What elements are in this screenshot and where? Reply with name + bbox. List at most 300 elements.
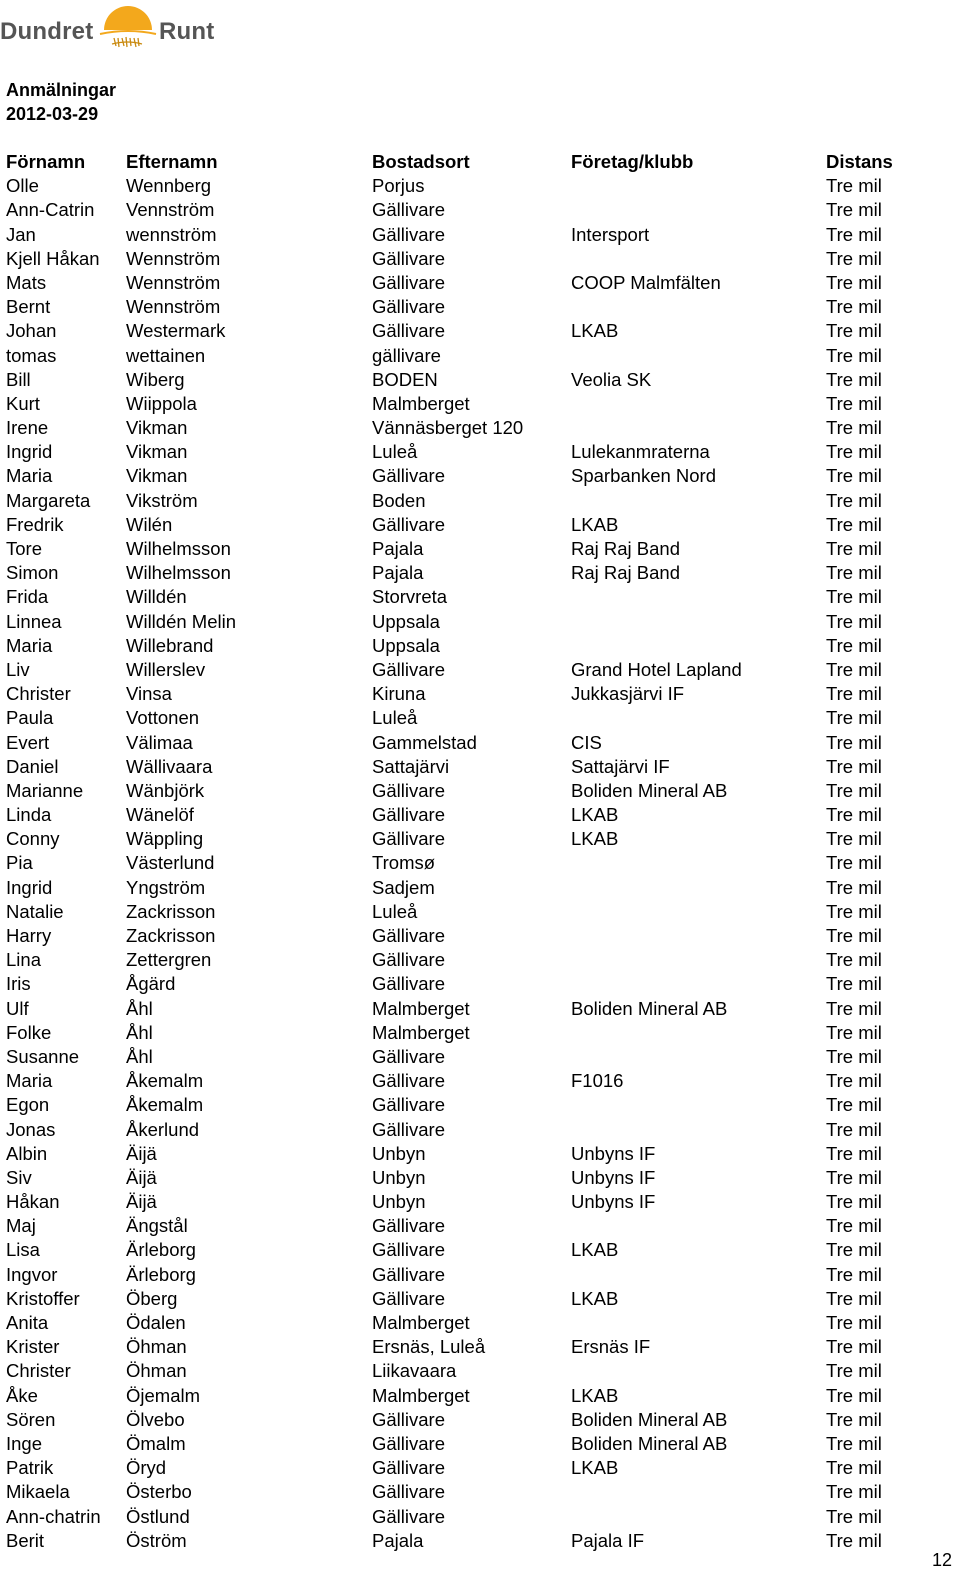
cell-distance: Tre mil [826, 876, 882, 898]
cell-city: Gällivare [372, 465, 445, 487]
table-row [6, 198, 946, 222]
cell-last-name: wennström [126, 223, 217, 245]
header-last-name: Efternamn [126, 151, 218, 172]
cell-last-name: Vikström [126, 489, 198, 511]
cell-distance: Tre mil [826, 562, 882, 584]
cell-last-name: Ärleborg [126, 1239, 196, 1261]
cell-city: Gällivare [372, 1094, 445, 1116]
table-row [6, 1190, 946, 1214]
table-row [6, 368, 946, 392]
cell-city: Gällivare [372, 1215, 445, 1237]
cell-company-club: Sparbanken Nord [571, 465, 717, 487]
cell-city: Gällivare [372, 1505, 445, 1527]
cell-first-name: Margareta [6, 489, 91, 511]
table-row [6, 682, 946, 706]
cell-first-name: Håkan [6, 1191, 60, 1213]
table-row [6, 972, 946, 996]
cell-city: Gällivare [372, 1239, 445, 1261]
cell-distance: Tre mil [826, 223, 882, 245]
cell-first-name: Kjell Håkan [6, 247, 100, 269]
cell-first-name: Ingrid [6, 441, 53, 463]
cell-last-name: Zackrisson [126, 900, 216, 922]
cell-distance: Tre mil [826, 1021, 882, 1043]
cell-city: Malmberget [372, 1384, 470, 1406]
header-city: Bostadsort [372, 151, 470, 172]
cell-city: Gällivare [372, 1263, 445, 1285]
cell-first-name: Folke [6, 1021, 52, 1043]
cell-distance: Tre mil [826, 973, 882, 995]
cell-company-club: Boliden Mineral AB [571, 779, 728, 801]
cell-city: Sadjem [372, 876, 435, 898]
cell-first-name: Olle [6, 175, 39, 197]
cell-distance: Tre mil [826, 392, 882, 414]
cell-distance: Tre mil [826, 368, 882, 390]
logo-right-word: Runt [159, 18, 215, 45]
cell-first-name: Linda [6, 804, 52, 826]
table-row [6, 1045, 946, 1069]
table-row [6, 1456, 946, 1480]
cell-last-name: Vinsa [126, 683, 172, 705]
cell-first-name: Irene [6, 417, 49, 439]
cell-first-name: Jonas [6, 1118, 56, 1140]
cell-distance: Tre mil [826, 755, 882, 777]
cell-first-name: Jan [6, 223, 36, 245]
cell-last-name: Willebrand [126, 634, 214, 656]
cell-city: Gällivare [372, 1118, 445, 1140]
cell-city: Gammelstad [372, 731, 477, 753]
cell-distance: Tre mil [826, 417, 882, 439]
cell-first-name: Evert [6, 731, 50, 753]
cell-distance: Tre mil [826, 1166, 882, 1188]
cell-last-name: Vottonen [126, 707, 200, 729]
cell-last-name: Wennström [126, 247, 221, 269]
cell-distance: Tre mil [826, 1070, 882, 1092]
table-row [6, 464, 946, 488]
cell-first-name: Marianne [6, 779, 84, 801]
table-row [6, 416, 946, 440]
cell-city: Porjus [372, 175, 425, 197]
cell-first-name: Kristoffer [6, 1287, 80, 1309]
cell-company-club: Jukkasjärvi IF [571, 683, 685, 705]
cell-company-club: CIS [571, 731, 602, 753]
table-row [6, 295, 946, 319]
cell-distance: Tre mil [826, 900, 882, 922]
cell-first-name: Mikaela [6, 1481, 70, 1503]
cell-distance: Tre mil [826, 538, 882, 559]
cell-distance: Tre mil [826, 634, 882, 656]
table-row [6, 1335, 946, 1359]
table-row [6, 658, 946, 682]
cell-city: Uppsala [372, 634, 440, 656]
cell-city: Ersnäs, Luleå [372, 1336, 486, 1358]
cell-distance: Tre mil [826, 731, 882, 753]
cell-city: Gällivare [372, 513, 445, 535]
cell-company-club: LKAB [571, 1239, 619, 1261]
cell-last-name: Wällivaara [126, 755, 213, 777]
cell-city: Gällivare [372, 1070, 445, 1092]
cell-last-name: Öberg [126, 1287, 178, 1309]
cell-first-name: Kurt [6, 392, 40, 414]
logo-left-word: Dundret [0, 18, 94, 45]
cell-distance: Tre mil [826, 1457, 882, 1479]
cell-distance: Tre mil [826, 1408, 882, 1430]
cell-first-name: Iris [6, 973, 31, 995]
table-row [6, 779, 946, 803]
cell-distance: Tre mil [826, 1360, 882, 1382]
cell-first-name: Fredrik [6, 513, 64, 535]
cell-first-name: Simon [6, 562, 59, 584]
cell-distance: Tre mil [826, 1481, 882, 1503]
table-row [6, 900, 946, 924]
cell-distance: Tre mil [826, 1312, 882, 1333]
table-row [6, 585, 946, 609]
cell-distance: Tre mil [826, 441, 882, 463]
cell-first-name: Egon [6, 1094, 50, 1116]
cell-company-club: LKAB [571, 513, 619, 535]
cell-distance: Tre mil [826, 804, 882, 826]
cell-first-name: Maria [6, 465, 53, 487]
cell-first-name: Susanne [6, 1045, 80, 1067]
cell-last-name: Äijä [126, 1166, 157, 1188]
cell-company-club: Lulekanmraterna [571, 441, 710, 463]
table-row [6, 803, 946, 827]
cell-last-name: Wäppling [126, 828, 204, 850]
table-row [6, 731, 946, 755]
cell-distance: Tre mil [826, 465, 882, 487]
cell-city: Luleå [372, 707, 418, 729]
table-row [6, 1311, 946, 1335]
cell-last-name: Vikman [126, 441, 188, 463]
cell-distance: Tre mil [826, 779, 882, 801]
cell-first-name: Albin [6, 1142, 48, 1164]
cell-company-club: Pajala IF [571, 1529, 645, 1551]
cell-last-name: Wänelöf [126, 804, 194, 826]
table-row [6, 537, 946, 561]
cell-distance: Tre mil [826, 1263, 882, 1285]
cell-distance: Tre mil [826, 247, 882, 269]
cell-city: Unbyn [372, 1166, 426, 1188]
cell-last-name: Wiippola [126, 392, 197, 414]
cell-first-name: Christer [6, 683, 71, 705]
cell-distance: Tre mil [826, 949, 882, 971]
cell-company-club: Boliden Mineral AB [571, 1408, 728, 1430]
dundret-runt-logo [0, 4, 230, 52]
cell-last-name: Öhman [126, 1336, 187, 1358]
cell-city: Gällivare [372, 1457, 445, 1479]
cell-last-name: Åhl [126, 997, 153, 1019]
table-row [6, 1093, 946, 1117]
cell-last-name: Zettergren [126, 949, 212, 971]
cell-last-name: Öryd [126, 1457, 167, 1479]
cell-distance: Tre mil [826, 1432, 882, 1454]
cell-company-club: Raj Raj Band [571, 562, 681, 584]
cell-city: Gällivare [372, 199, 445, 221]
cell-distance: Tre mil [826, 586, 882, 608]
table-header-row [6, 150, 946, 174]
cell-first-name: Lina [6, 949, 41, 971]
cell-last-name: Åhl [126, 1045, 153, 1067]
cell-city: Malmberget [372, 997, 470, 1019]
cell-first-name: Siv [6, 1166, 32, 1188]
cell-city: Gällivare [372, 973, 445, 995]
cell-last-name: Ödalen [126, 1312, 186, 1333]
cell-last-name: Västerlund [126, 852, 215, 874]
cell-company-club: Ersnäs IF [571, 1336, 651, 1358]
cell-last-name: Vennström [126, 199, 215, 221]
cell-first-name: Sören [6, 1408, 56, 1430]
cell-distance: Tre mil [826, 199, 882, 221]
cell-last-name: Wilén [126, 513, 173, 535]
cell-last-name: Äijä [126, 1142, 157, 1164]
cell-first-name: Linnea [6, 610, 62, 632]
cell-first-name: Johan [6, 320, 57, 342]
cell-company-club: Unbyns IF [571, 1191, 656, 1213]
table-row [6, 1529, 946, 1553]
cell-last-name: Wennström [126, 296, 221, 318]
cell-distance: Tre mil [826, 925, 882, 946]
cell-city: Luleå [372, 900, 418, 922]
cell-last-name: Öhman [126, 1360, 187, 1382]
cell-city: Gällivare [372, 223, 445, 245]
cell-city: Gällivare [372, 925, 445, 946]
cell-distance: Tre mil [826, 1336, 882, 1358]
document-title: Anmälningar [6, 80, 117, 100]
cell-last-name: Wennberg [126, 175, 212, 197]
cell-distance: Tre mil [826, 1505, 882, 1527]
table-row [6, 610, 946, 634]
table-row [6, 876, 946, 900]
cell-city: Gällivare [372, 779, 445, 801]
table-row [6, 851, 946, 875]
cell-first-name: Daniel [6, 755, 59, 777]
cell-distance: Tre mil [826, 513, 882, 535]
cell-last-name: Wiberg [126, 368, 185, 390]
cell-last-name: Ärleborg [126, 1263, 196, 1285]
table-row [6, 247, 946, 271]
table-row [6, 1118, 946, 1142]
cell-distance: Tre mil [826, 658, 882, 680]
cell-last-name: Willerslev [126, 658, 206, 680]
cell-last-name: Vikman [126, 465, 188, 487]
cell-distance: Tre mil [826, 997, 882, 1019]
cell-first-name: Ingrid [6, 876, 53, 898]
document-date: 2012-03-29 [6, 104, 99, 124]
cell-first-name: Ingvor [6, 1263, 58, 1285]
cell-distance: Tre mil [826, 610, 882, 632]
cell-city: Malmberget [372, 1312, 470, 1333]
cell-last-name: wettainen [126, 344, 206, 366]
cell-last-name: Westermark [126, 320, 226, 342]
cell-first-name: Maria [6, 634, 53, 656]
table-row [6, 706, 946, 730]
cell-city: Gällivare [372, 320, 445, 342]
table-row [6, 1069, 946, 1093]
cell-last-name: Wilhelmsson [126, 538, 231, 559]
cell-city: Pajala [372, 1529, 424, 1551]
cell-distance: Tre mil [826, 1529, 882, 1551]
cell-last-name: Öström [126, 1529, 187, 1551]
table-row [6, 1408, 946, 1432]
cell-city: Gällivare [372, 1045, 445, 1067]
cell-city: Sattajärvi [372, 755, 450, 777]
cell-distance: Tre mil [826, 1287, 882, 1309]
table-row [6, 1263, 946, 1287]
cell-first-name: Bernt [6, 296, 51, 318]
cell-last-name: Wennström [126, 271, 221, 293]
cell-company-club: Unbyns IF [571, 1142, 656, 1164]
cell-last-name: Österbo [126, 1481, 192, 1503]
table-row [6, 1287, 946, 1311]
cell-last-name: Vikman [126, 417, 188, 439]
cell-distance: Tre mil [826, 344, 882, 366]
cell-city: Luleå [372, 441, 418, 463]
cell-first-name: Ann-Catrin [6, 199, 95, 221]
cell-last-name: Zackrisson [126, 925, 216, 946]
table-row [6, 948, 946, 972]
cell-city: Storvreta [372, 586, 448, 608]
cell-city: Gällivare [372, 1432, 445, 1454]
cell-company-club: Veolia SK [571, 368, 652, 390]
cell-city: Gällivare [372, 949, 445, 971]
cell-first-name: Maria [6, 1070, 53, 1092]
cell-distance: Tre mil [826, 489, 882, 511]
cell-company-club: LKAB [571, 804, 619, 826]
sun-logo-icon [98, 4, 158, 56]
cell-first-name: Paula [6, 707, 54, 729]
cell-distance: Tre mil [826, 1142, 882, 1164]
table-row [6, 827, 946, 851]
cell-last-name: Ågärd [126, 973, 176, 995]
table-row [6, 1384, 946, 1408]
cell-company-club: COOP Malmfälten [571, 271, 721, 293]
cell-last-name: Öjemalm [126, 1384, 201, 1406]
cell-last-name: Wänbjörk [126, 779, 205, 801]
cell-company-club: Boliden Mineral AB [571, 1432, 728, 1454]
cell-last-name: Yngström [126, 876, 206, 898]
cell-company-club: LKAB [571, 1287, 619, 1309]
cell-company-club: Intersport [571, 223, 650, 245]
cell-company-club: LKAB [571, 1457, 619, 1479]
cell-distance: Tre mil [826, 852, 882, 874]
cell-company-club: Grand Hotel Lapland [571, 658, 742, 680]
cell-first-name: Liv [6, 658, 30, 680]
cell-city: Gällivare [372, 658, 445, 680]
cell-city: Uppsala [372, 610, 440, 632]
table-row [6, 1021, 946, 1045]
cell-last-name: Åkemalm [126, 1070, 204, 1092]
cell-company-club: Sattajärvi IF [571, 755, 670, 777]
cell-first-name: tomas [6, 344, 57, 366]
cell-distance: Tre mil [826, 683, 882, 705]
table-row [6, 755, 946, 779]
cell-last-name: Åhl [126, 1021, 153, 1043]
table-row [6, 561, 946, 585]
table-row [6, 924, 946, 948]
cell-distance: Tre mil [826, 271, 882, 293]
cell-last-name: Willdén [126, 586, 187, 608]
table-row [6, 1238, 946, 1262]
cell-city: Gällivare [372, 828, 445, 850]
cell-city: Gällivare [372, 271, 445, 293]
cell-last-name: Åkerlund [126, 1118, 200, 1140]
cell-company-club: Unbyns IF [571, 1166, 656, 1188]
cell-city: Gällivare [372, 247, 445, 269]
table-row [6, 1432, 946, 1456]
cell-city: Malmberget [372, 1021, 470, 1043]
cell-city: Malmberget [372, 392, 470, 414]
cell-city: Kiruna [372, 683, 426, 705]
table-row [6, 223, 946, 247]
cell-first-name: Inge [6, 1432, 43, 1454]
header-company-club: Företag/klubb [571, 151, 694, 172]
cell-last-name: Ömalm [126, 1432, 186, 1454]
cell-city: Tromsø [372, 852, 436, 874]
cell-city: Gällivare [372, 804, 445, 826]
cell-first-name: Anita [6, 1312, 49, 1333]
cell-first-name: Bill [6, 368, 31, 390]
table-row [6, 1505, 946, 1529]
cell-first-name: Ann-chatrin [6, 1505, 101, 1527]
header-distance: Distans [826, 151, 893, 172]
cell-city: Gällivare [372, 1287, 445, 1309]
cell-company-club: LKAB [571, 320, 619, 342]
cell-company-club: Boliden Mineral AB [571, 997, 728, 1019]
cell-city: Pajala [372, 562, 424, 584]
cell-first-name: Pia [6, 852, 33, 874]
cell-first-name: Conny [6, 828, 60, 850]
cell-city: Unbyn [372, 1142, 426, 1164]
cell-distance: Tre mil [826, 1045, 882, 1067]
cell-last-name: Välimaa [126, 731, 193, 753]
cell-company-club: LKAB [571, 1384, 619, 1406]
registrations-table [6, 150, 946, 1553]
cell-distance: Tre mil [826, 1118, 882, 1140]
cell-first-name: Natalie [6, 900, 64, 922]
cell-city: Gällivare [372, 296, 445, 318]
cell-distance: Tre mil [826, 1215, 882, 1237]
cell-distance: Tre mil [826, 1384, 882, 1406]
cell-company-club: LKAB [571, 828, 619, 850]
table-row [6, 344, 946, 368]
cell-first-name: Lisa [6, 1239, 40, 1261]
cell-first-name: Berit [6, 1529, 45, 1551]
table-row [6, 1480, 946, 1504]
table-row [6, 271, 946, 295]
cell-city: Liikavaara [372, 1360, 457, 1382]
header-first-name: Förnamn [6, 151, 86, 172]
table-row [6, 997, 946, 1021]
cell-first-name: Krister [6, 1336, 60, 1358]
cell-city: gällivare [372, 344, 441, 366]
cell-last-name: Östlund [126, 1505, 190, 1527]
cell-first-name: Harry [6, 925, 52, 946]
cell-first-name: Mats [6, 271, 47, 293]
cell-city: Gällivare [372, 1408, 445, 1430]
table-row [6, 1359, 946, 1383]
table-row [6, 489, 946, 513]
cell-city: Pajala [372, 538, 424, 559]
cell-first-name: Tore [6, 538, 42, 559]
cell-distance: Tre mil [826, 1191, 882, 1213]
table-row [6, 1142, 946, 1166]
cell-distance: Tre mil [826, 1239, 882, 1261]
cell-distance: Tre mil [826, 828, 882, 850]
cell-last-name: Åkemalm [126, 1094, 204, 1116]
cell-last-name: Ölvebo [126, 1408, 185, 1430]
cell-distance: Tre mil [826, 707, 882, 729]
table-row [6, 440, 946, 464]
cell-distance: Tre mil [826, 1094, 882, 1116]
